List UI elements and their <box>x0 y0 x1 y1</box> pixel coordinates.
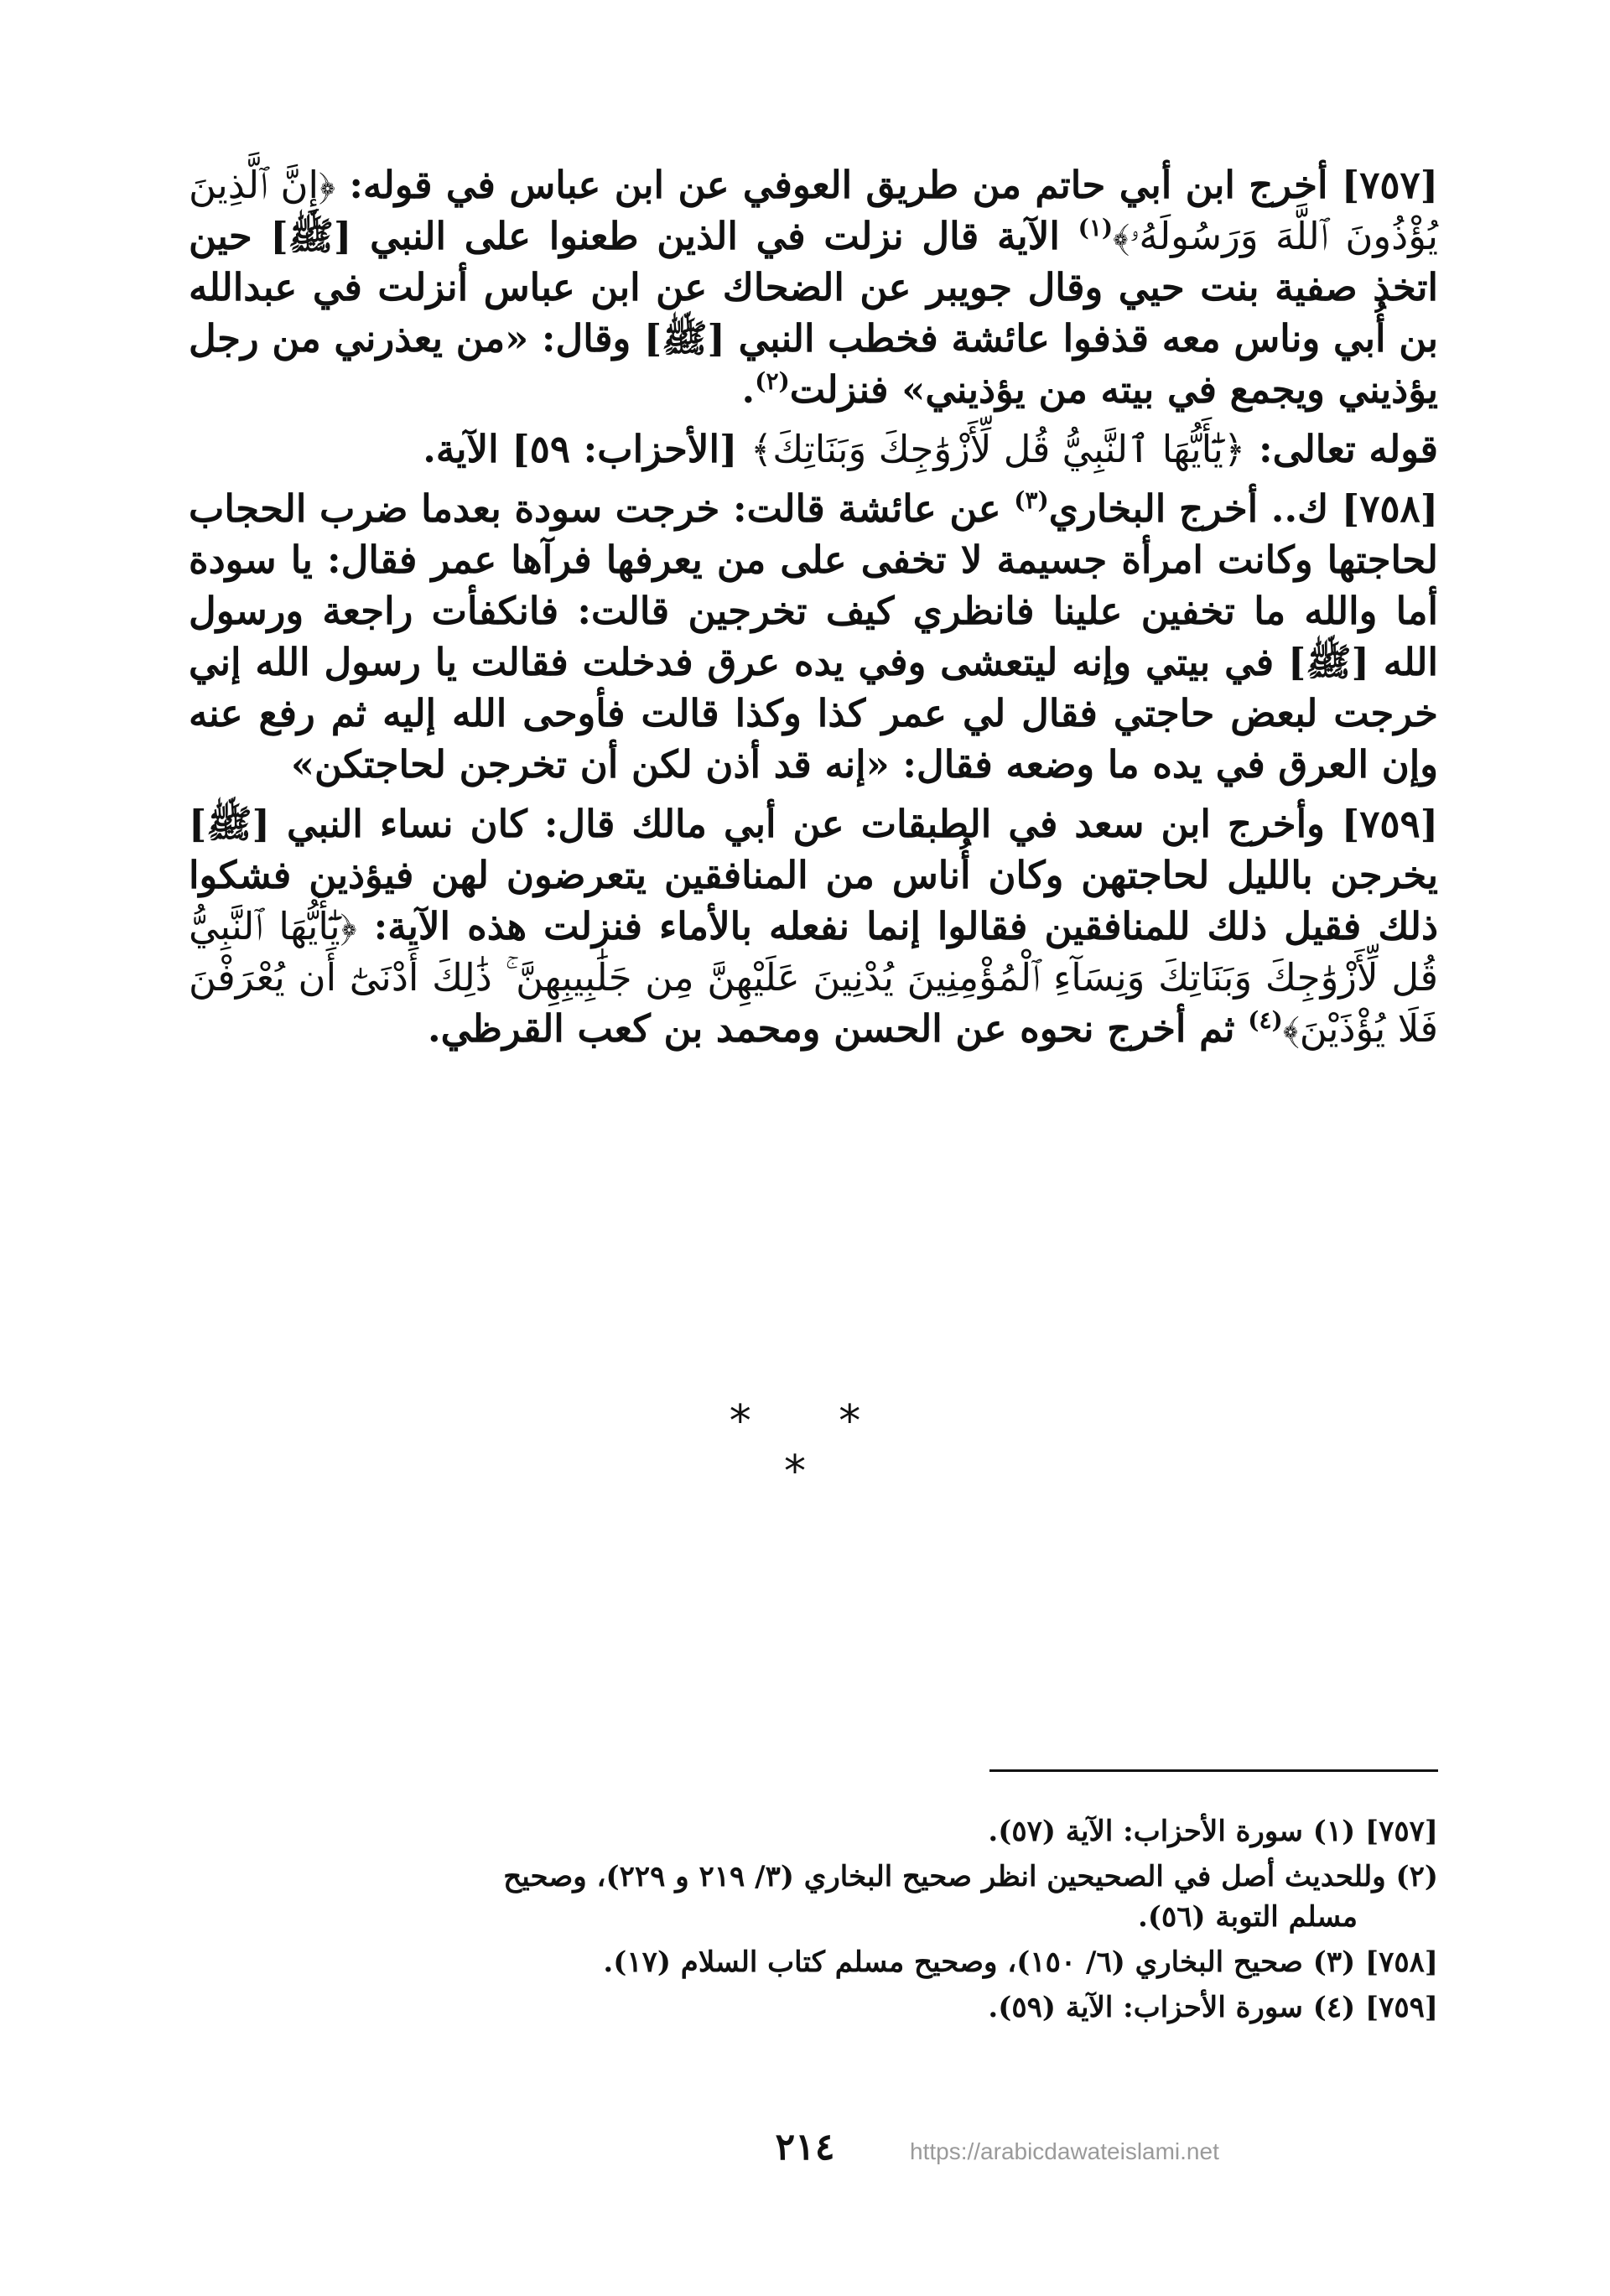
hadith-number: [٧٥٩] <box>1341 802 1438 846</box>
footnote-tag: [٧٥٧] (١) <box>1312 1815 1438 1848</box>
paragraph-text: عن عائشة قالت: خرجت سودة بعدما ضرب الحجاب لحاجتها وكانت امرأة جسيمة لا تخفى على من يعرفها فرآها عمر فقال: يا سودة أما والله ما تخفين علينا فانظري كيف تخرجين قالت: فانكفأت راجعة ورسول الله [ﷺ] في بيتي وإنه ليتعشى وفي يده عرق فدخلت فقالت يا رسول الله إني خرجت لبعض حاجتي فقال لي عمر كذا وكذا قالت فأوحى الله إليه ثم رفع عنه وإن العرق في يده ما وضعه فقال: «إنه قد أذن لكن أن تخرجن لحاجتكن» <box>189 486 1438 787</box>
footnotes <box>189 1811 1438 2033</box>
ayah-heading <box>189 423 1438 475</box>
hadith-number: [٧٥٧] <box>1341 163 1438 207</box>
footnote-text: وللحديث أصل في الصحيحين انظر صحيح البخاري (٣/ ٢١٩ و ٢٢٩)، وصحيح <box>503 1860 1396 1893</box>
footnote-marker[interactable]: (٣) <box>1014 486 1049 514</box>
heading-lead: قوله تعالى: <box>1245 427 1438 471</box>
footnote-2 <box>189 1857 1438 1937</box>
paragraph-text: ك.. أخرج البخاري <box>1048 486 1342 531</box>
paragraph-text: أخرج ابن أبي حاتم من طريق العوفي عن ابن عباس في قوله: <box>335 163 1342 207</box>
main-text <box>189 159 1438 1062</box>
footnote-marker[interactable]: (٤) <box>1248 1006 1283 1034</box>
footnote-marker[interactable]: (٢) <box>755 367 790 395</box>
hadith-number: [٧٥٨] <box>1341 486 1439 531</box>
paragraph-757 <box>189 159 1438 415</box>
footnote-text: صحيح البخاري (٦/ ١٥٠)، وصحيح مسلم كتاب السلام (١٧). <box>603 1945 1313 1979</box>
paragraph-end: . <box>741 367 756 412</box>
quran-verse: ﴿يَٰٓأَيُّهَا ٱلنَّبِيُّ قُل لِّأَزْوَٰجِكَ وَبَنَاتِكَ وَنِسَآءِ ٱلْمُؤْمِنِينَ يُدْنِينَ عَلَيْهِنَّ مِن جَلَٰبِيبِهِنَّ ۚ ذَٰلِكَ أَدْنَىٰٓ أَن يُعْرَفْنَ فَلَا يُؤْذَيْنَ﴾ <box>189 904 1438 1051</box>
footnote-4 <box>189 1987 1438 2028</box>
watermark-url: https://arabicdawateislami.net <box>910 2138 1219 2164</box>
quran-verse: ﴿إِنَّ ٱلَّذِينَ يُؤْذُونَ ٱللَّهَ وَرَسُولَهُۥ﴾ <box>189 163 1438 258</box>
footnote-text: سورة الأحزاب: الآية (٥٧). <box>988 1815 1313 1848</box>
section-separator: * * * <box>729 1396 898 1497</box>
footnote-divider <box>989 1769 1438 1772</box>
footnote-tag: (٢) <box>1395 1860 1438 1893</box>
footnote-1 <box>189 1811 1438 1852</box>
paragraph-text: ثم أخرج نحوه عن الحسن ومحمد بن كعب القرظي. <box>428 1006 1249 1051</box>
paragraph-759 <box>189 798 1438 1054</box>
verse-reference: [الأحزاب: ٥٩] الآية. <box>423 427 750 471</box>
paragraph-text: وأخرج ابن سعد في الطبقات عن أبي مالك قال: كان نساء النبي [ﷺ] يخرجن بالليل لحاجتهن وكان أُناس من المنافقين يتعرضون لهن فيؤذين فشكوا ذلك فقيل ذلك للمنافقين فقالوا إنما نفعله بالأماء فنزلت هذه الآية: <box>189 802 1438 948</box>
footnote-continuation: مسلم التوبة (٥٦). <box>1138 1900 1358 1934</box>
paragraph-758 <box>189 483 1438 790</box>
footnote-marker[interactable]: (١) <box>1078 214 1114 242</box>
page-number: ٢١٤ <box>775 2126 835 2169</box>
footnote-tag: [٧٥٨] (٣) <box>1312 1945 1438 1979</box>
quran-verse: ﴿يَٰٓأَيُّهَا ٱلنَّبِيُّ قُل لِّأَزْوَٰجِكَ وَبَنَاتِكَ﴾ <box>750 427 1246 471</box>
footnote-text: سورة الأحزاب: الآية (٥٩). <box>988 1991 1313 2024</box>
footnote-tag: [٧٥٩] (٤) <box>1312 1991 1438 2024</box>
paragraph-text: الآية قال نزلت في الذين طعنوا على النبي [ﷺ] حين اتخذ صفية بنت حيي وقال جويبر عن الضحاك عن ابن عباس أنزلت في عبدالله بن أُبي وناس معه قذفوا عائشة فخطب النبي [ﷺ] وقال: «من يعذرني من رجل يؤذيني ويجمع في بيته من يؤذيني» فنزلت <box>189 214 1438 412</box>
footnote-3 <box>189 1942 1438 1982</box>
